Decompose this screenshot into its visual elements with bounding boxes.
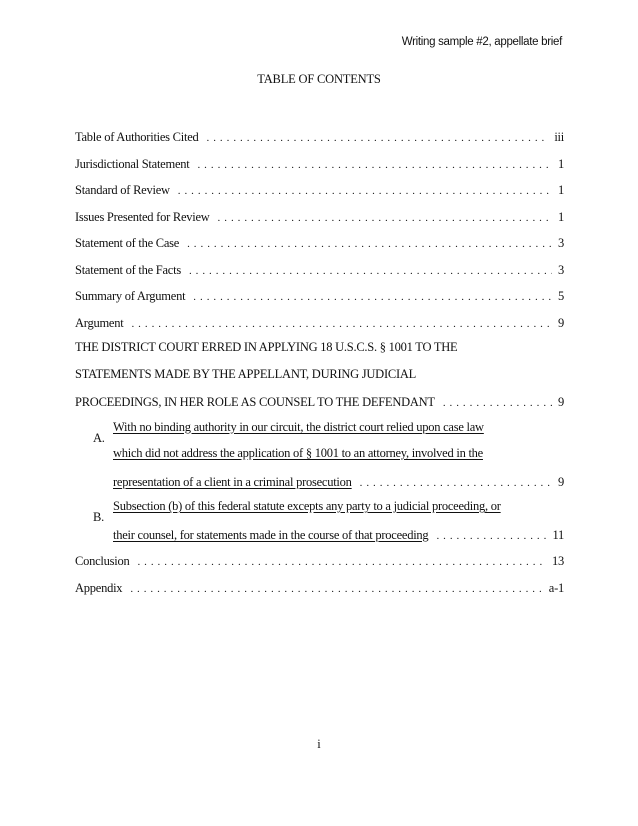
toc-entry-page: 9 bbox=[558, 474, 564, 489]
subsection-text: their counsel, for statements made in the course of that proceeding bbox=[113, 527, 429, 542]
toc-entry-page: 1 bbox=[558, 209, 564, 224]
toc-entry-page: iii bbox=[554, 130, 564, 144]
argument-heading-text: STATEMENTS MADE BY THE APPELLANT, DURING JUDICIAL bbox=[75, 366, 417, 381]
dot-leader bbox=[178, 185, 552, 197]
subsection-text: With no binding authority in our circuit, the district court relied upon case law bbox=[113, 419, 484, 434]
toc-entry-label: Conclusion bbox=[75, 554, 130, 568]
toc-entry-label: Statement of the Case bbox=[75, 236, 180, 250]
toc-entry-statement-of-case[interactable] bbox=[75, 234, 564, 251]
header-note: Writing sample #2, appellate brief bbox=[401, 36, 562, 48]
toc-entry-issues-presented[interactable] bbox=[75, 208, 564, 225]
dot-leader bbox=[131, 318, 552, 330]
dot-leader bbox=[443, 397, 552, 409]
toc-entry-argument-heading[interactable] bbox=[75, 393, 564, 410]
toc-entry-summary-of-argument[interactable] bbox=[75, 287, 564, 304]
toc-entry-appendix[interactable] bbox=[75, 579, 564, 596]
toc-entry-page: 9 bbox=[558, 395, 564, 409]
page-title: TABLE OF CONTENTS bbox=[257, 72, 381, 86]
toc-entry-label: Summary of Argument bbox=[75, 289, 186, 303]
dot-leader bbox=[197, 159, 552, 171]
toc-entry-jurisdictional-statement[interactable] bbox=[75, 155, 564, 172]
toc-entry-page: 1 bbox=[558, 183, 564, 197]
subsection-text: which did not address the application of § 1001 to an attorney, involved in the bbox=[113, 446, 483, 460]
subsection-letter: B. bbox=[93, 510, 104, 524]
toc-entry-label: Appendix bbox=[75, 580, 123, 595]
toc-entry-label: Issues Presented for Review bbox=[75, 209, 210, 224]
dot-leader bbox=[137, 556, 546, 568]
toc-entry-statement-of-facts[interactable] bbox=[75, 261, 564, 278]
toc-entry-page: 1 bbox=[558, 156, 564, 171]
toc-entry-page: 13 bbox=[552, 554, 564, 568]
subsection-b-line-1 bbox=[75, 499, 564, 524]
argument-heading-line-2 bbox=[75, 367, 564, 384]
toc-entry-page: a-1 bbox=[548, 580, 564, 595]
dot-leader bbox=[189, 265, 552, 277]
subsection-letter: A. bbox=[93, 430, 105, 445]
dot-leader bbox=[193, 291, 552, 303]
dot-leader bbox=[207, 132, 549, 144]
table-of-contents bbox=[75, 128, 564, 605]
toc-entry-subsection-b[interactable] bbox=[75, 526, 564, 543]
toc-entry-label: Standard of Review bbox=[75, 183, 170, 197]
subsection-a-line-2 bbox=[75, 446, 564, 463]
toc-entry-page: 11 bbox=[552, 527, 564, 542]
toc-entry-subsection-a[interactable] bbox=[75, 473, 564, 490]
argument-heading-text: PROCEEDINGS, IN HER ROLE AS COUNSEL TO THE DEFENDANT bbox=[75, 395, 435, 409]
toc-entry-conclusion[interactable] bbox=[75, 552, 564, 569]
dot-leader bbox=[218, 212, 552, 224]
toc-entry-page: 5 bbox=[558, 289, 564, 303]
subsection-a-line-1 bbox=[75, 419, 564, 445]
dot-leader bbox=[130, 583, 542, 595]
subsection-text: Subsection (b) of this federal statute excepts any party to a judicial proceeding, or bbox=[113, 499, 501, 513]
dot-leader bbox=[360, 477, 552, 489]
toc-entry-page: 3 bbox=[558, 236, 564, 250]
toc-entry-label: Jurisdictional Statement bbox=[75, 156, 190, 171]
toc-entry-label: Argument bbox=[75, 315, 124, 330]
dot-leader bbox=[187, 238, 552, 250]
toc-entry-page: 9 bbox=[558, 315, 564, 330]
toc-entry-authorities[interactable] bbox=[75, 128, 564, 145]
subsection-text: representation of a client in a criminal prosecution bbox=[113, 474, 352, 489]
toc-entry-argument[interactable] bbox=[75, 314, 564, 331]
toc-entry-label: Statement of the Facts bbox=[75, 262, 181, 277]
page-number: i bbox=[317, 737, 321, 751]
argument-heading-line-1 bbox=[75, 340, 564, 357]
argument-heading-text: THE DISTRICT COURT ERRED IN APPLYING 18 U.S.C.S. § 1001 TO THE bbox=[75, 340, 458, 354]
toc-entry-page: 3 bbox=[558, 262, 564, 277]
toc-entry-standard-of-review[interactable] bbox=[75, 181, 564, 198]
dot-leader bbox=[436, 530, 546, 542]
toc-entry-label: Table of Authorities Cited bbox=[75, 130, 199, 144]
